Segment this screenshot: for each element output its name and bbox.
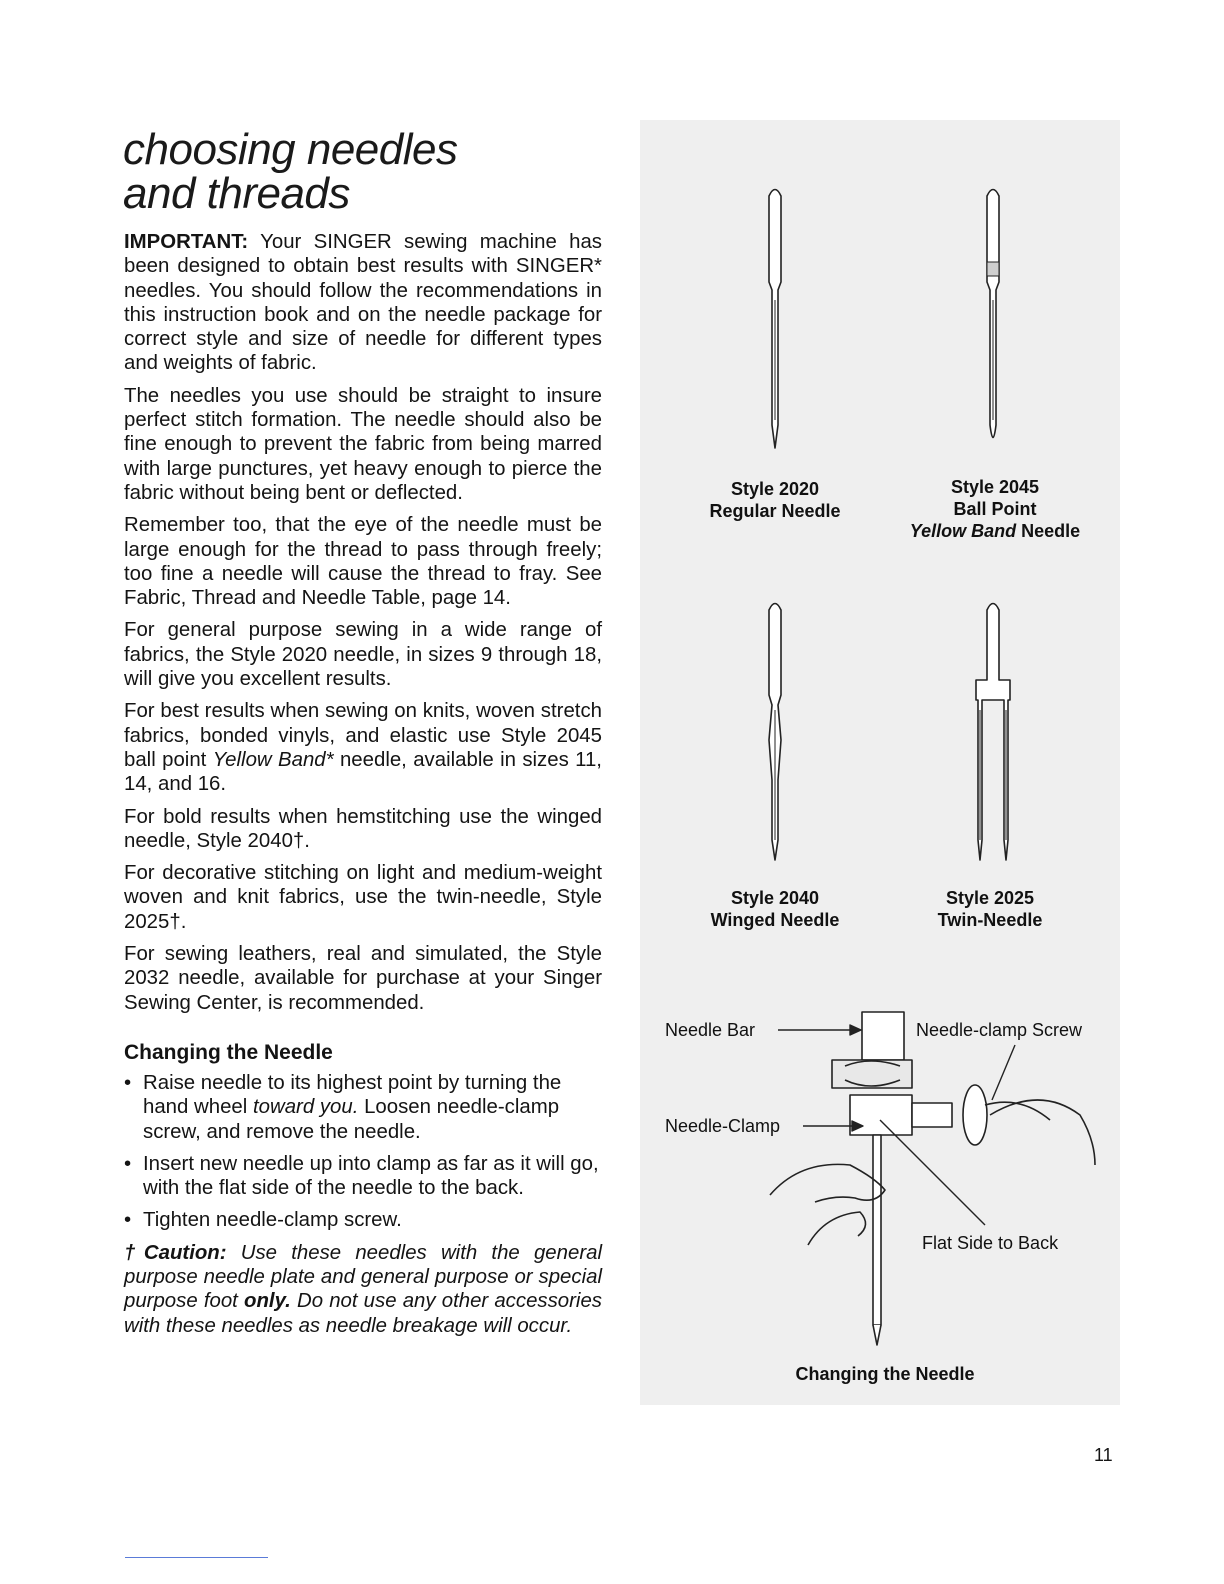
caption-2040-style: Style 2040 (730, 888, 820, 908)
changing-needle-heading: Changing the Needle (124, 1040, 333, 1064)
title-line-2: and threads (123, 169, 350, 218)
caution-text-a: Use these needles with the general purpose needle plate and general purpose or special purpose foot (124, 1241, 602, 1313)
caution-text-b: Do not use any other accessories with these needles as needle breakage will occur. (124, 1290, 603, 1337)
needle-change-diagram (770, 1012, 1095, 1345)
label-flat-side: Flat Side to Back (922, 1233, 1059, 1253)
caption-2020-style: Style 2020 (730, 479, 820, 499)
yellow-band-term: Yellow Band* (212, 748, 334, 771)
diagram-caption: Changing the Needle (795, 1364, 975, 1384)
bullet3-text: Tighten needle-clamp screw. (143, 1209, 402, 1232)
caption-2045 (890, 476, 1100, 542)
caption-2020 (700, 478, 850, 522)
knits-text-a: For best results when sewing on knits, woven stretch fabrics, bonded vinyls, and elastic use Style 2045 ball point (124, 700, 602, 771)
caption-2040-name: Winged Needle (710, 910, 840, 930)
caption-2045-name: Ball Point (953, 499, 1037, 519)
label-needle-bar: Needle Bar (665, 1020, 756, 1040)
paragraph-general-purpose: For general purpose sewing in a wide range of fabrics, the Style 2020 needle, in sizes 9 through 18, will give you excellent results. (124, 619, 602, 691)
caption-2025-name: Twin-Needle (937, 910, 1043, 930)
caution-only: only. (244, 1290, 291, 1313)
footer-rule (125, 1557, 268, 1558)
important-label: IMPORTANT: (124, 231, 249, 253)
caption-2045-style: Style 2045 (950, 477, 1040, 497)
bullet2-text: Insert new needle up into clamp as far as it will go, with the flat side of the needle to the back. (143, 1152, 599, 1200)
label-needle-clamp-screw: Needle-clamp Screw (916, 1020, 1083, 1040)
important-text: Your SINGER sewing machine has been designed to obtain best results with SINGER* needles. You should follow the recommendations in this instruction book and on the needle package for correct style and size of needle for different types and weights of fabric. (124, 231, 602, 375)
bullet1-text-b: Loosen needle-clamp screw, and remove the needle. (143, 1096, 560, 1143)
needle-2040-drawing (769, 604, 781, 861)
caption-2045-yellow-band: Yellow Band (909, 521, 1017, 541)
knits-text-b: needle, available in sizes 11, 14, and 16. (124, 748, 602, 796)
caption-2025-style: Style 2025 (945, 888, 1035, 908)
caption-2040 (700, 887, 850, 931)
caption-2020-name: Regular Needle (709, 501, 841, 521)
needle-2020-drawing (769, 190, 781, 449)
paragraph-decorative: For decorative stitching on light and medium-weight woven and knit fabrics, use the twin-needle, Style 2025†. (124, 862, 602, 933)
caption-2025 (915, 887, 1065, 931)
paragraph-needle-eye: Remember too, that the eye of the needle must be large enough for the thread to pass through freely; too fine a needle will cause the thread to fray. See Fabric, Thread and Needle Table, page 14. (124, 514, 602, 610)
paragraph-hemstitching: For bold results when hemstitching use the winged needle, Style 2040†. (124, 805, 602, 852)
bullet-dot: • (124, 1152, 132, 1175)
page-number: 11 (1094, 1445, 1113, 1465)
bullet-dot: • (124, 1071, 132, 1094)
title-line-1: choosing needles (123, 125, 458, 174)
needle-2045-drawing (987, 190, 999, 438)
caption-2045-needle: Needle (1016, 521, 1081, 541)
label-needle-clamp: Needle-Clamp (665, 1116, 781, 1136)
bullet-dot: • (124, 1209, 132, 1232)
needle-2025-drawing (976, 604, 1010, 861)
bullet1-text-a: Raise needle to its highest point by turning the hand wheel (143, 1071, 562, 1119)
paragraph-leathers: For sewing leathers, real and simulated, the Style 2032 needle, available for purchase at your Singer Sewing Center, is recommended. (124, 943, 602, 1014)
caution-label: †Caution: (124, 1241, 227, 1264)
bullet1-emphasis: toward you. (252, 1096, 359, 1119)
paragraph-straight-needles: The needles you use should be straight to insure perfect stitch formation. The needle should also be fine enough to prevent the fabric from being marred with large punctures, yet heavy enough to pierce the fabric without being bent or deflected. (124, 384, 602, 504)
